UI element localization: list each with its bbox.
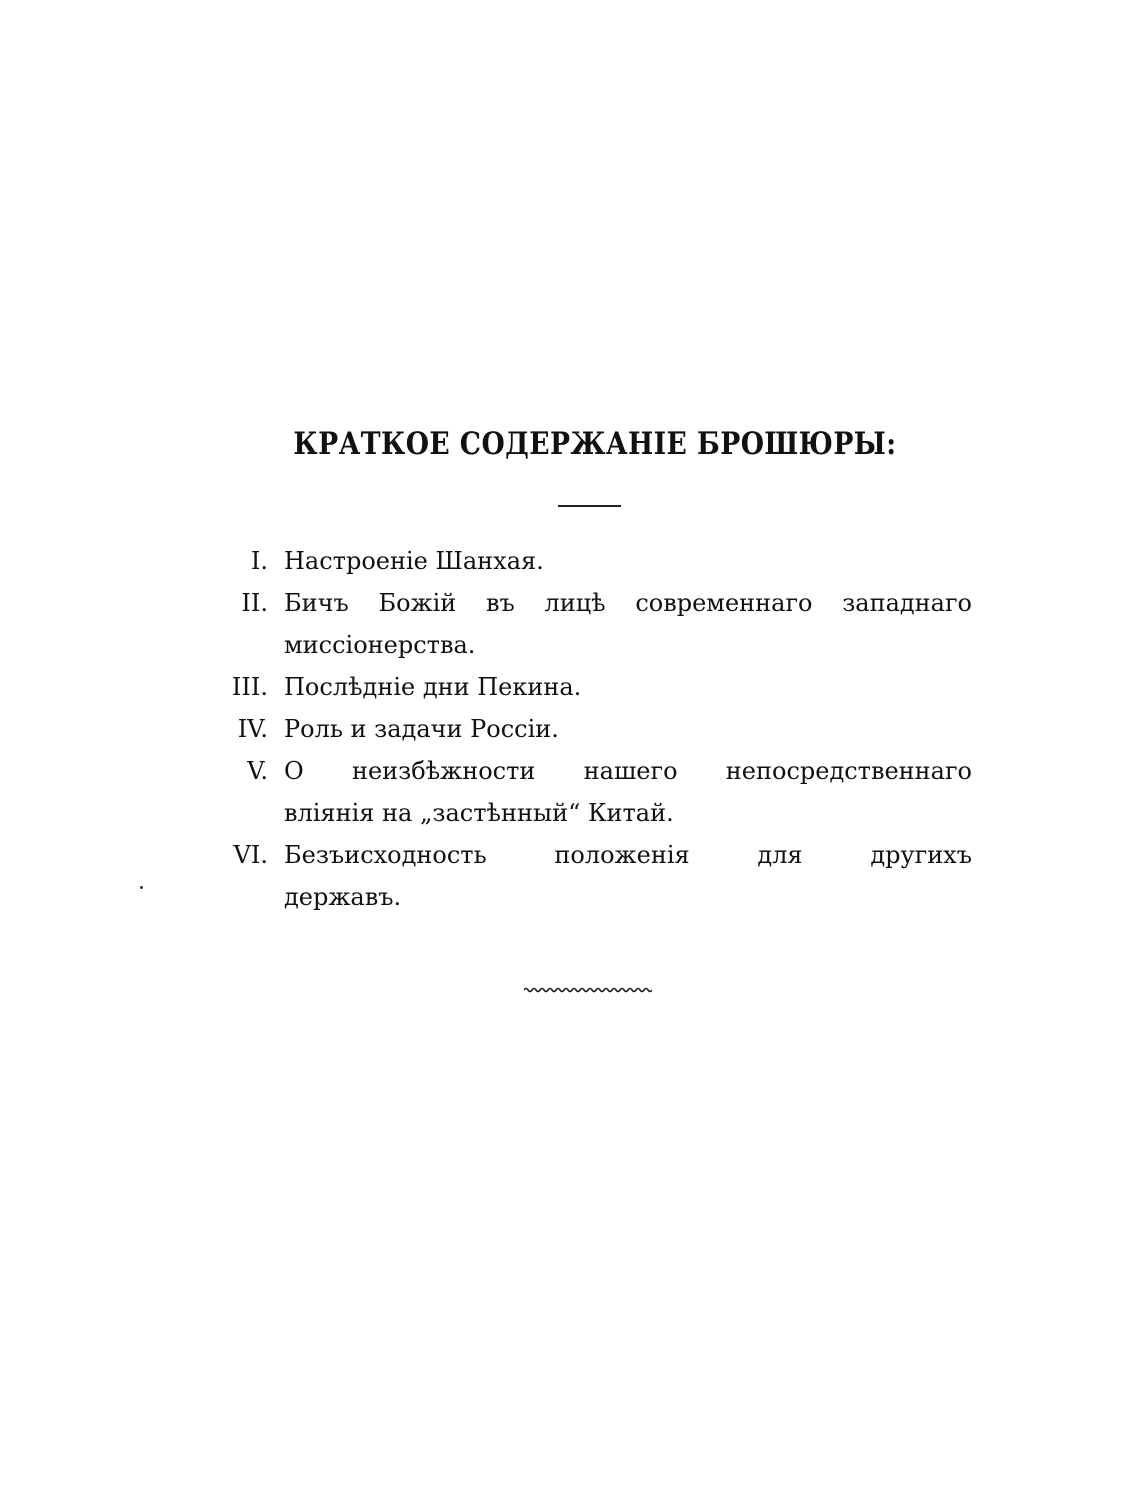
page-title: КРАТКОЕ СОДЕРЖАНІЕ БРОШЮРЫ: — [293, 426, 897, 462]
toc-entry-number: I. — [250, 547, 268, 575]
toc-entry — [210, 666, 980, 708]
toc-entry-text — [284, 666, 972, 708]
toc-entry-number: II. — [241, 589, 268, 617]
toc-entry-number: III. — [231, 673, 268, 701]
toc-entry-line: Настроеніе Шанхая. — [284, 547, 544, 575]
title-divider — [558, 505, 621, 507]
toc-entry-line: Роль и задачи Россіи. — [284, 715, 559, 743]
toc-entry-text — [284, 540, 972, 582]
wavy-ornament — [524, 984, 652, 996]
toc-entry-line: державъ. — [284, 883, 402, 911]
toc-entry-text — [284, 834, 972, 918]
toc-entry — [210, 540, 980, 582]
toc-entry — [210, 750, 980, 834]
toc-entry-text — [284, 582, 972, 666]
print-speck — [140, 886, 143, 889]
table-of-contents — [210, 540, 980, 918]
toc-entry-line: вліянія на „застѣнный“ Китай. — [284, 799, 674, 827]
toc-entry-number: IV. — [237, 715, 268, 743]
toc-entry-line: Безъисходность положенія для другихъ — [284, 841, 972, 869]
toc-entry-line: О неизбѣжности нашего непосредственнаго — [284, 757, 972, 785]
toc-entry-text — [284, 750, 972, 834]
toc-entry — [210, 834, 980, 918]
toc-entry-line: Послѣдніе дни Пекина. — [284, 673, 582, 701]
toc-entry-number: VI. — [233, 841, 268, 869]
toc-entry — [210, 708, 980, 750]
toc-entry-number: V. — [247, 757, 268, 785]
toc-entry-line: Бичъ Божій въ лицѣ современнаго западнаго — [284, 589, 972, 617]
toc-entry-text — [284, 708, 972, 750]
toc-entry-line: миссіонерства. — [284, 631, 476, 659]
toc-entry — [210, 582, 980, 666]
